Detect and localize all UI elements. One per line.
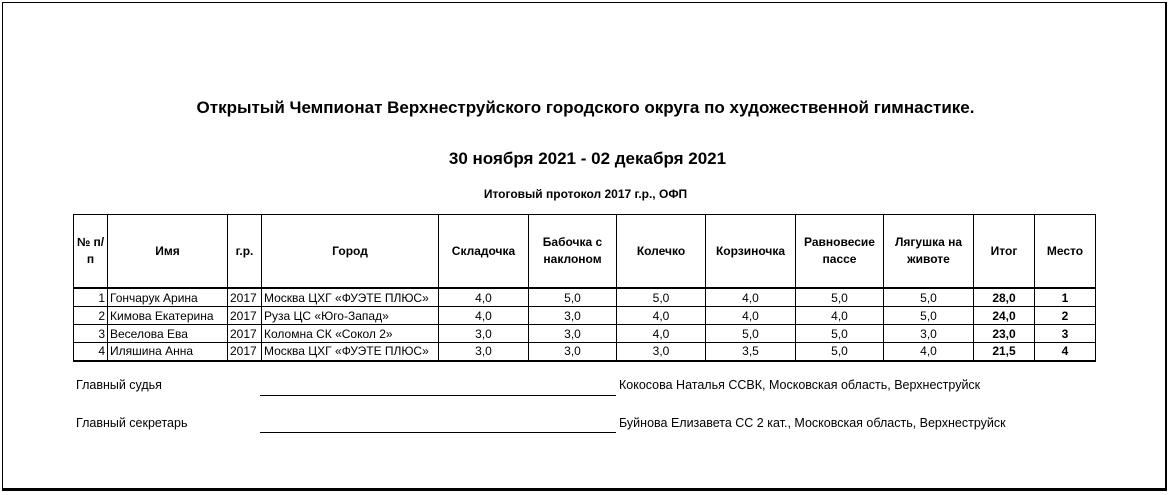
cell-year: 2017 xyxy=(228,325,262,343)
table-row xyxy=(74,325,1096,343)
col-header-itog: Итог xyxy=(974,215,1035,288)
cell-babochka: 3,0 xyxy=(529,343,617,361)
cell-skladochka: 4,0 xyxy=(439,307,529,325)
cell-babochka: 3,0 xyxy=(529,325,617,343)
cell-kolechko: 4,0 xyxy=(617,307,706,325)
col-header-num: № п/п xyxy=(74,215,108,288)
cell-skladochka: 4,0 xyxy=(439,289,529,307)
cell-num: 4 xyxy=(74,343,108,361)
table-row xyxy=(74,343,1096,361)
cell-lyagushka: 4,0 xyxy=(884,343,974,361)
col-header-name: Имя xyxy=(108,215,228,288)
protocol-subtitle: Итоговый протокол 2017 г.р., ОФП xyxy=(483,187,688,201)
cell-ravnovesie: 5,0 xyxy=(796,289,884,307)
chief-secretary-name: Буйнова Елизавета СС 2 кат., Московская область, Верхнеструйск xyxy=(619,416,1006,430)
chief-judge-label: Главный судья xyxy=(76,378,162,392)
col-header-babochka: Бабочка с наклоном xyxy=(529,215,617,288)
col-header-kolechko: Колечко xyxy=(617,215,706,288)
col-header-skladochka: Складочка xyxy=(439,215,529,288)
cell-num: 2 xyxy=(74,307,108,325)
cell-lyagushka: 5,0 xyxy=(884,307,974,325)
cell-mesto: 3 xyxy=(1035,325,1096,343)
cell-babochka: 5,0 xyxy=(529,289,617,307)
chief-secretary-label: Главный секретарь xyxy=(76,416,188,430)
col-header-mesto: Место xyxy=(1035,215,1096,288)
results-table xyxy=(73,214,1096,362)
cell-ravnovesie: 5,0 xyxy=(796,325,884,343)
cell-itog: 23,0 xyxy=(974,325,1035,343)
col-header-ravnovesie: Равновесие пассе xyxy=(796,215,884,288)
cell-year: 2017 xyxy=(228,289,262,307)
chief-judge-name: Кокосова Наталья ССВК, Московская область, Верхнеструйск xyxy=(619,378,981,392)
cell-city: Коломна СК «Сокол 2» xyxy=(262,325,439,343)
chief-judge-signature-line xyxy=(260,395,616,396)
cell-num: 3 xyxy=(74,325,108,343)
cell-ravnovesie: 4,0 xyxy=(796,307,884,325)
chief-secretary-signature-line xyxy=(260,432,616,433)
cell-kolechko: 3,0 xyxy=(617,343,706,361)
cell-kolechko: 4,0 xyxy=(617,325,706,343)
cell-babochka: 3,0 xyxy=(529,307,617,325)
col-header-lyagushka: Лягушка на животе xyxy=(884,215,974,288)
cell-name: Кимова Екатерина xyxy=(108,307,228,325)
document-title: Открытый Чемпионат Верхнеструйского городского округа по художественной гимнастике. xyxy=(196,98,975,117)
cell-korzinochka: 4,0 xyxy=(706,307,796,325)
cell-itog: 21,5 xyxy=(974,343,1035,361)
table-row xyxy=(74,289,1096,307)
cell-skladochka: 3,0 xyxy=(439,343,529,361)
cell-city: Руза ЦС «Юго-Запад» xyxy=(262,307,439,325)
cell-kolechko: 5,0 xyxy=(617,289,706,307)
col-header-korzinochka: Корзиночка xyxy=(706,215,796,288)
cell-year: 2017 xyxy=(228,307,262,325)
cell-itog: 24,0 xyxy=(974,307,1035,325)
cell-num: 1 xyxy=(74,289,108,307)
cell-korzinochka: 3,5 xyxy=(706,343,796,361)
cell-mesto: 1 xyxy=(1035,289,1096,307)
cell-name: Веселова Ева xyxy=(108,325,228,343)
cell-itog: 28,0 xyxy=(974,289,1035,307)
cell-name: Гончарук Арина xyxy=(108,289,228,307)
table-header-row xyxy=(74,215,1096,288)
cell-lyagushka: 3,0 xyxy=(884,325,974,343)
cell-mesto: 2 xyxy=(1035,307,1096,325)
cell-city: Москва ЦХГ «ФУЭТЕ ПЛЮС» xyxy=(262,289,439,307)
cell-name: Иляшина Анна xyxy=(108,343,228,361)
event-dates: 30 ноября 2021 - 02 декабря 2021 xyxy=(448,149,727,168)
cell-year: 2017 xyxy=(228,343,262,361)
col-header-year: г.р. xyxy=(228,215,262,288)
col-header-city: Город xyxy=(262,215,439,288)
cell-korzinochka: 5,0 xyxy=(706,325,796,343)
cell-mesto: 4 xyxy=(1035,343,1096,361)
cell-city: Москва ЦХГ «ФУЭТЕ ПЛЮС» xyxy=(262,343,439,361)
cell-skladochka: 3,0 xyxy=(439,325,529,343)
cell-ravnovesie: 5,0 xyxy=(796,343,884,361)
cell-lyagushka: 5,0 xyxy=(884,289,974,307)
table-row xyxy=(74,307,1096,325)
cell-korzinochka: 4,0 xyxy=(706,289,796,307)
